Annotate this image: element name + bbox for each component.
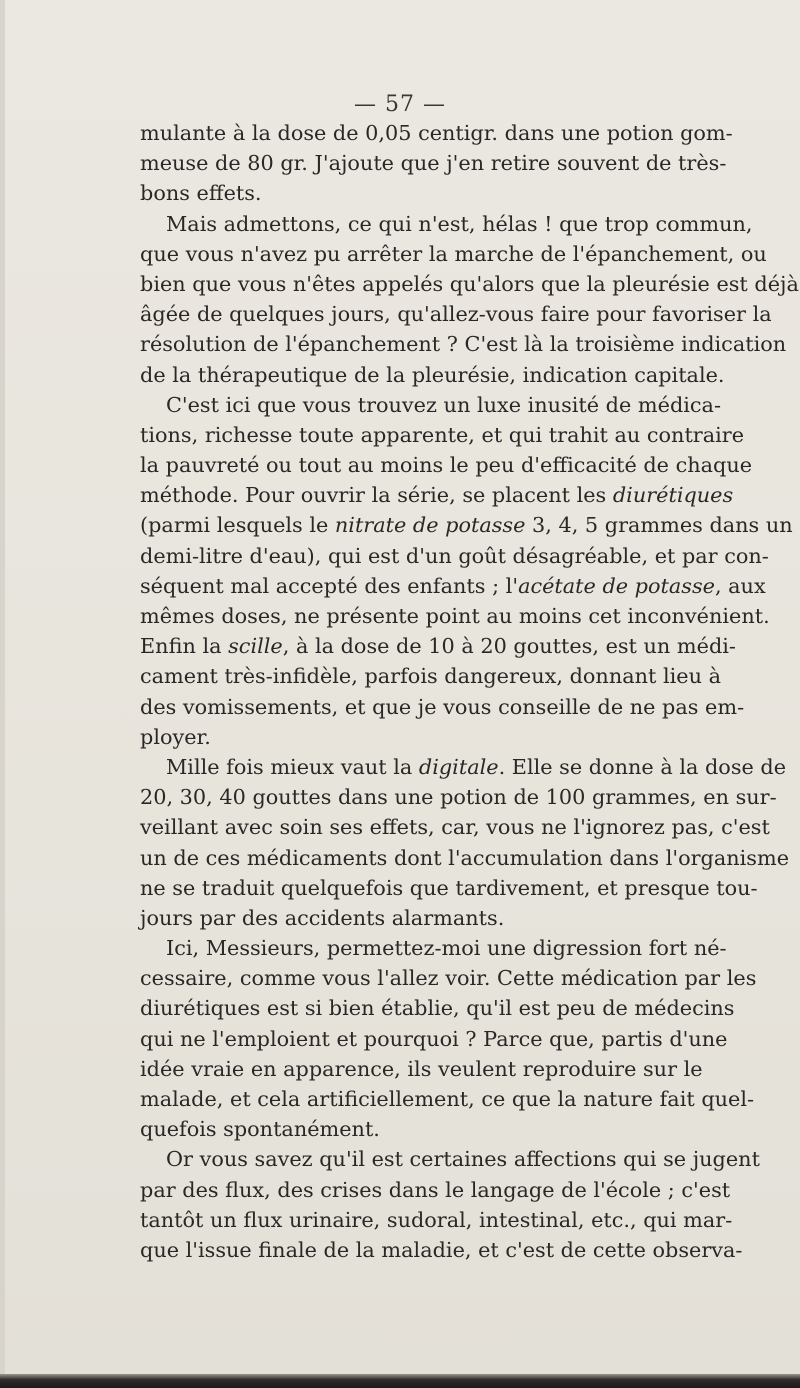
text-line: 20, 30, 40 gouttes dans une potion de 100 grammes, en sur-	[140, 785, 777, 810]
text-line: Or vous savez qu'il est certaines affections qui se jugent	[166, 1147, 760, 1172]
text-line: bien que vous n'êtes appelés qu'alors que la pleurésie est déjà	[140, 271, 799, 296]
text-line: demi-litre d'eau), qui est d'un goût désagréable, et par con-	[140, 543, 769, 568]
text-line: meuse de 80 gr. J'ajoute que j'en retire souvent de très-	[140, 151, 727, 176]
text-line: quefois spontanément.	[140, 1117, 380, 1142]
text-line: qui ne l'emploient et pourquoi ? Parce que, partis d'une	[140, 1026, 728, 1051]
text-line: ne se traduit quelquefois que tardivement, et presque tou-	[140, 875, 758, 900]
text-line: Enfin la scille, à la dose de 10 à 20 gouttes, est un médi-	[140, 634, 736, 659]
text-line: un de ces médicaments dont l'accumulation dans l'organisme	[140, 845, 789, 870]
page-number: — 57 —	[354, 92, 446, 117]
text-line: diurétiques est si bien établie, qu'il est peu de médecins	[140, 996, 735, 1021]
text-line: mulante à la dose de 0,05 centigr. dans une potion gom-	[140, 121, 733, 145]
text-line: de la thérapeutique de la pleurésie, indication capitale.	[140, 362, 725, 387]
text-line: la pauvreté ou tout au moins le peu d'efficacité de chaque	[140, 453, 753, 478]
text-line: cessaire, comme vous l'allez voir. Cette médication par les	[140, 966, 757, 991]
scan-bottom-edge	[0, 1374, 800, 1388]
text-line: Mais admettons, ce qui n'est, hélas ! que trop commun,	[166, 211, 753, 236]
text-line: tions, richesse toute apparente, et qui trahit au contraire	[140, 422, 745, 447]
text-line: C'est ici que vous trouvez un luxe inusité de médica-	[166, 392, 721, 417]
text-line: idée vraie en apparence, ils veulent reproduire sur le	[140, 1056, 703, 1081]
text-line: des vomissements, et que je vous conseille de ne pas em-	[140, 694, 745, 719]
text-line: tantôt un flux urinaire, sudoral, intestinal, etc., qui mar-	[140, 1207, 733, 1232]
text-line: malade, et cela artificiellement, ce que la nature fait quel-	[140, 1087, 755, 1111]
text-line: (parmi lesquels le nitrate de potasse 3, 4, 5 grammes dans un	[140, 513, 793, 538]
text-line: résolution de l'épanchement ? C'est là la troisième indication	[140, 332, 787, 357]
text-line: bons effets.	[140, 181, 262, 206]
body-text	[140, 118, 799, 1265]
text-line: que vous n'avez pu arrêter la marche de l'épanchement, ou	[140, 241, 767, 266]
text-line: veillant avec soin ses effets, car, vous ne l'ignorez pas, c'est	[140, 815, 770, 840]
text-line: que l'issue finale de la maladie, et c'est de cette observa-	[140, 1237, 743, 1262]
text-line: mêmes doses, ne présente point au moins cet inconvénient.	[140, 604, 770, 628]
text-line: âgée de quelques jours, qu'allez-vous faire pour favoriser la	[140, 302, 772, 327]
text-line: ployer.	[140, 724, 211, 749]
text-line: séquent mal accepté des enfants ; l'acétate de potasse, aux	[140, 573, 766, 598]
text-line: méthode. Pour ouvrir la série, se placent les diurétiques	[140, 483, 734, 508]
text-line: Ici, Messieurs, permettez-moi une digression fort né-	[166, 936, 727, 961]
text-line: cament très-infidèle, parfois dangereux, donnant lieu à	[140, 664, 721, 689]
text-line: par des flux, des crises dans le langage de l'école ; c'est	[140, 1177, 731, 1202]
page-edge	[0, 0, 5, 1388]
text-line: Mille fois mieux vaut la digitale. Elle se donne à la dose de	[166, 754, 787, 779]
text-line: jours par des accidents alarmants.	[140, 905, 505, 930]
